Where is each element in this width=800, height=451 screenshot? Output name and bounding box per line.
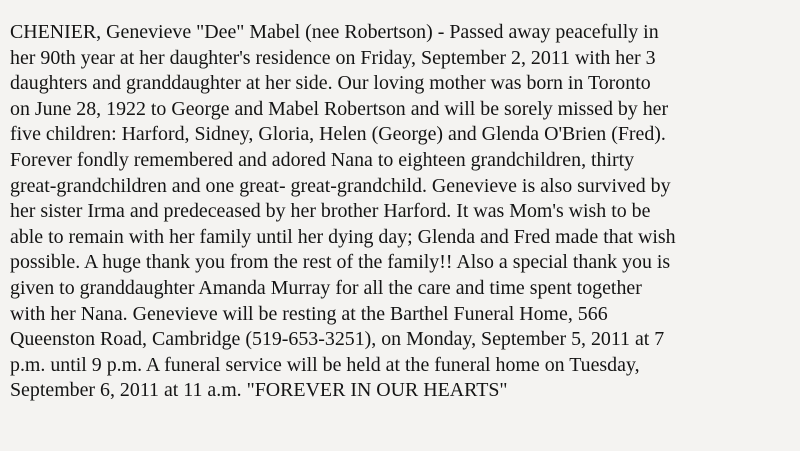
obituary-line: daughters and granddaughter at her side. Our loving mother was born in Toronto [10,72,651,95]
obituary-line: possible. A huge thank you from the rest of the family!! Also a special thank you is [10,251,671,274]
obituary-text [10,20,795,404]
obituary-line: CHENIER, Genevieve "Dee" Mabel (nee Robertson) - Passed away peacefully in [10,21,659,43]
obituary-line: her 90th year at her daughter's residence on Friday, September 2, 2011 with her 3 [10,46,656,69]
obituary-line: p.m. until 9 p.m. A funeral service will be held at the funeral home on Tuesday, [10,353,640,376]
obituary-line: given to granddaughter Amanda Murray for all the care and time spent together [10,276,642,299]
obituary-line: great-grandchildren and one great- great-grandchild. Genevieve is also survived by [10,174,671,197]
obituary-line: September 6, 2011 at 11 a.m. "FOREVER IN OUR HEARTS" [10,379,508,402]
obituary-line: her sister Irma and predeceased by her brother Harford. It was Mom's wish to be [10,200,651,223]
obituary-line: able to remain with her family until her dying day; Glenda and Fred made that wish [10,225,676,248]
obituary-line: on June 28, 1922 to George and Mabel Robertson and will be sorely missed by her [10,97,669,120]
obituary-line: with her Nana. Genevieve will be resting at the Barthel Funeral Home, 566 [10,302,608,325]
obituary-line: five children: Harford, Sidney, Gloria, Helen (George) and Glenda O'Brien (Fred). [10,123,666,146]
obituary-line: Forever fondly remembered and adored Nana to eighteen grandchildren, thirty [10,148,635,171]
obituary-line: Queenston Road, Cambridge (519-653-3251), on Monday, September 5, 2011 at 7 [10,328,665,351]
